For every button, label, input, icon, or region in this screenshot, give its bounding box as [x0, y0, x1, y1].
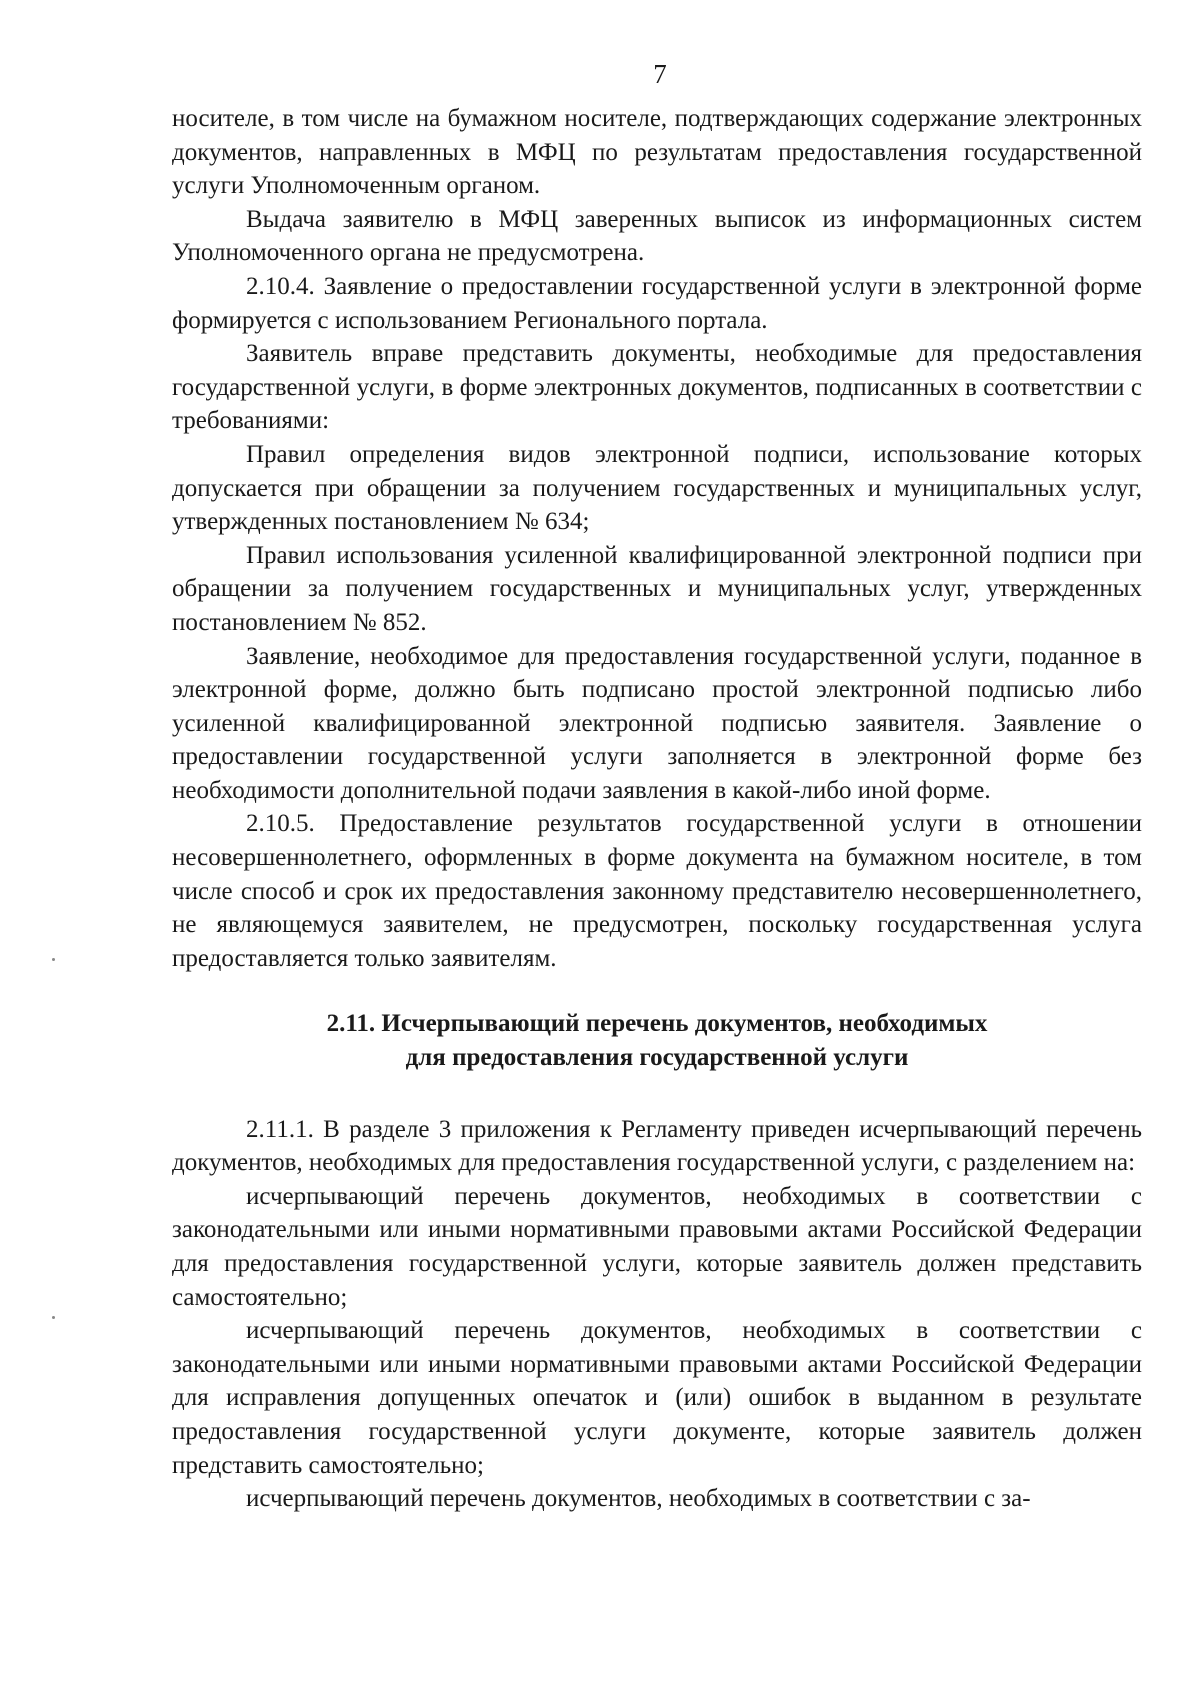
list-item: исчерпывающий перечень документов, необходимых в соответствии с законодательными или иными нормативными правовыми актами Российской Федерации для предоставления государственной услуги, которые заявитель должен представить самостоятельно;	[172, 1182, 1142, 1311]
paragraph: Правил использования усиленной квалифицированной электронной подписи при обращении за получением государственных и муниципальных услуг, утвержденных постановлением № 852.	[172, 541, 1142, 636]
paragraph: Заявление, необходимое для предоставления государственной услуги, поданное в электронной форме, должно быть подписано простой электронной подписью либо усиленной квалифицированной электронной подписью заявителя. Заявление о предоставлении государственной услуги заполняется в электронной форме без необходимости дополнительной подачи заявления в какой-либо иной форме.	[172, 642, 1142, 804]
section-heading-line: для предоставления государственной услуги	[405, 1044, 909, 1072]
section-heading-line: 2.11. Исчерпывающий перечень документов, необходимых	[326, 1010, 988, 1038]
paragraph: носителе, в том числе на бумажном носителе, подтверждающих содержание электронных документов, направленных в МФЦ по результатам предоставления государственной услуги Уполномоченным органом.	[172, 105, 1142, 200]
paragraph: Заявитель вправе представить документы, необходимые для предоставления государственной услуги, в форме электронных документов, подписанных в соответствии с требованиями:	[172, 340, 1142, 435]
paragraph: 2.10.5. Предоставление результатов государственной услуги в отношении несовершеннолетнего, оформленных в форме документа на бумажном носителе, в том числе способ и срок их предоставления законному представителю несовершеннолетнего, не являющемуся заявителем, не предусмотрен, поскольку государственная услуга предоставляется только заявителям.	[172, 810, 1142, 972]
list-item: исчерпывающий перечень документов, необходимых в соответствии с за-	[246, 1485, 1031, 1513]
scan-speck	[52, 958, 55, 961]
paragraph: 2.10.4. Заявление о предоставлении государственной услуги в электронной форме формируется с использованием Регионального портала.	[172, 272, 1142, 334]
document-body	[172, 102, 1142, 1516]
paragraph: Правил определения видов электронной подписи, использование которых допускается при обращении за получением государственных и муниципальных услуг, утвержденных постановлением № 634;	[172, 440, 1142, 536]
page-number: 7	[653, 59, 667, 89]
list-item: исчерпывающий перечень документов, необходимых в соответствии с законодательными или иными нормативными правовыми актами Российской Федерации для исправления допущенных опечаток и (или) ошибок в выданном в результате предоставления государственной услуги документе, которые заявитель должен представить самостоятельно;	[172, 1317, 1142, 1479]
section-heading	[172, 1007, 1142, 1074]
paragraph: 2.11.1. В разделе 3 приложения к Регламенту приведен исчерпывающий перечень документов, необходимых для предоставления государственной услуги, с разделением на:	[172, 1115, 1142, 1177]
scan-speck	[52, 1316, 55, 1319]
paragraph: Выдача заявителю в МФЦ заверенных выписок из информационных систем Уполномоченного органа не предусмотрена.	[172, 205, 1142, 267]
